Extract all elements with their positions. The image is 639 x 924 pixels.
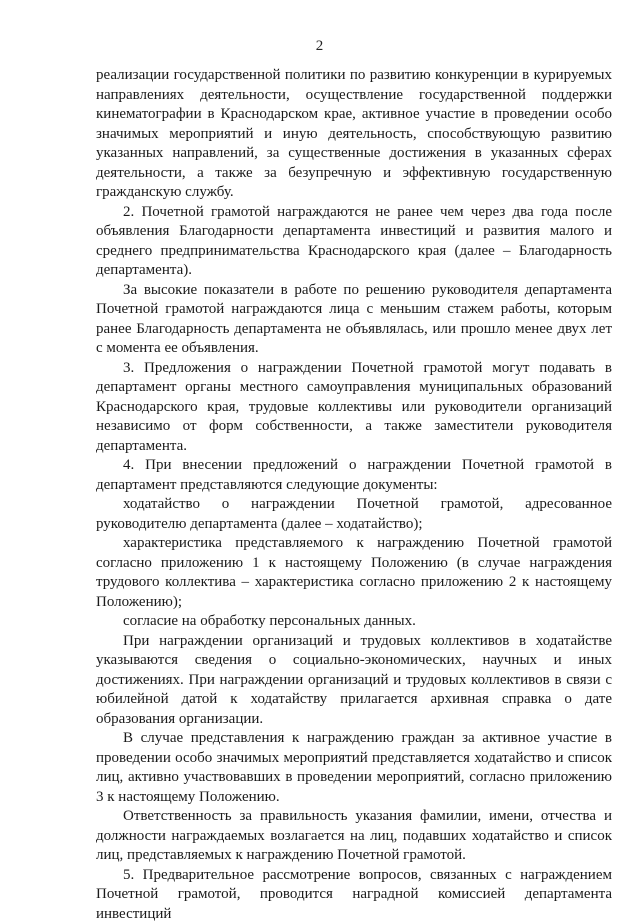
paragraph-item-2: 2. Почетной грамотой награждаются не ранее чем через два года после объявления Благодарности департамента инвестиций и развития малого и среднего предпринимательства Краснодарского края (далее – Благодарность департамента). [96, 203, 612, 281]
paragraph-high-performance: За высокие показатели в работе по решению руководителя департамента Почетной грамотой награждаются лица с меньшим стажем работы, которым ранее Благодарность департамента не объявлялась, или прошло менее двух лет с момента ее объявления. [96, 281, 612, 359]
paragraph-item-3: 3. Предложения о награждении Почетной грамотой могут подавать в департамент органы местного самоуправления муниципальных образований Краснодарского края, трудовые коллективы или руководители организаций независимо от форм собственности, а также заместители руководителя департамента. [96, 359, 612, 457]
page-number: 2 [0, 38, 639, 55]
paragraph-item-5: 5. Предварительное рассмотрение вопросов, связанных с награждением Почетной грамотой, проводится наградной комиссией департамента инвестиций [96, 866, 612, 924]
paragraph-item-4: 4. При внесении предложений о награждении Почетной грамотой в департамент представляются следующие документы: [96, 456, 612, 495]
paragraph-citizens: В случае представления к награждению граждан за активное участие в проведении особо значимых мероприятий представляется ходатайство и список лиц, активно участвовавших в проведении мероприятий, согласно приложению 3 к настоящему Положению. [96, 729, 612, 807]
paragraph-organizations: При награждении организаций и трудовых коллективов в ходатайстве указываются сведения о социально-экономических, научных и иных достижениях. При награждении организаций и трудовых коллективов в связи с юбилейной датой к ходатайству прилагается архивная справка о дате образования организации. [96, 632, 612, 730]
list-item-consent: согласие на обработку персональных данных. [96, 612, 612, 632]
paragraph-responsibility: Ответственность за правильность указания фамилии, имени, отчества и должности награждаемых возлагается на лиц, подавших ходатайство и список лиц, представляемых к награждению Почетной грамотой. [96, 807, 612, 866]
paragraph-continuation: реализации государственной политики по развитию конкуренции в курируемых направлениях деятельности, осуществление государственной поддержки кинематографии в Краснодарском крае, активное участие в проведении особо значимых мероприятий и иную деятельность, способствующую развитию указанных направлений, за существенные достижения в указанных сферах деятельности, а также за безупречную и эффективную государственную гражданскую службу. [96, 66, 612, 203]
document-body [96, 66, 612, 924]
list-item-characteristic: характеристика представляемого к награждению Почетной грамотой согласно приложению 1 к настоящему Положению (в случае награждения трудового коллектива – характеристика согласно приложению 2 к настоящему Положению); [96, 534, 612, 612]
list-item-petition: ходатайство о награждении Почетной грамотой, адресованное руководителю департамента (далее – ходатайство); [96, 495, 612, 534]
